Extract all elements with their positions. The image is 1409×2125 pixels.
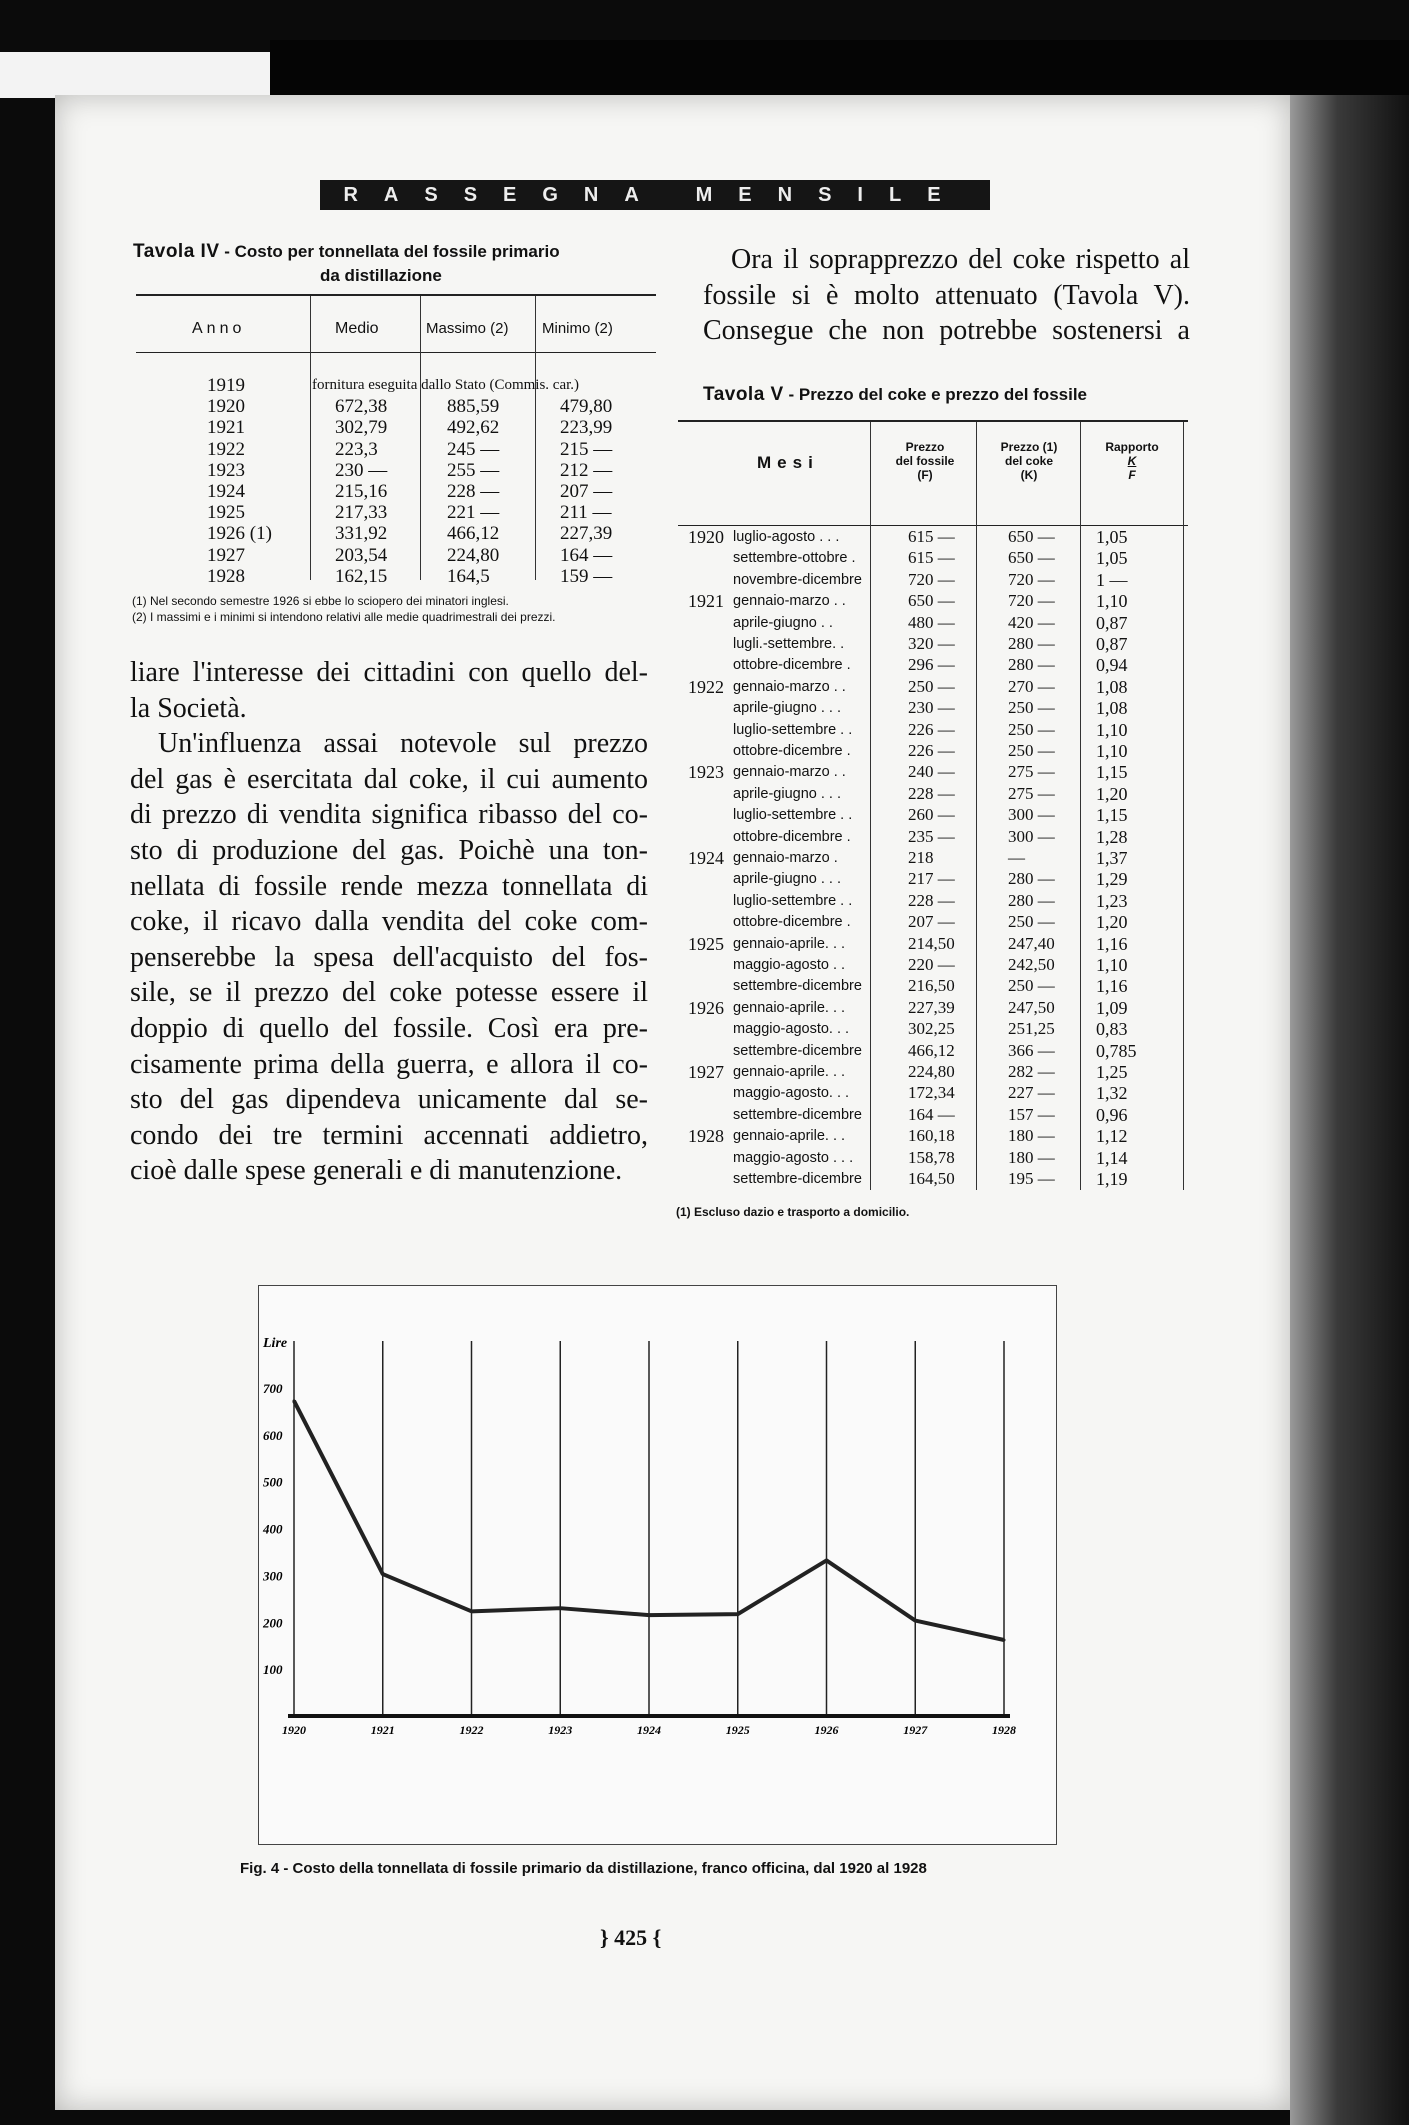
table4-cell-medio: 162,15 bbox=[335, 565, 388, 587]
table5-cell-rapporto: 1,15 bbox=[1096, 805, 1128, 826]
table4-cell-minimo: 207 — bbox=[560, 481, 613, 502]
page-number: } 425 { bbox=[600, 1925, 662, 1950]
table5-col-fossile bbox=[880, 440, 970, 482]
table5-cell-coke: 195 — bbox=[1008, 1169, 1055, 1188]
table5-cell-year: 1924 bbox=[688, 848, 724, 868]
right-text-line: Consegue che non potrebbe sostenersi a bbox=[703, 315, 1190, 347]
line-chart bbox=[259, 1286, 1056, 1844]
table5-cell-year: 1920 bbox=[688, 527, 724, 547]
figure-frame bbox=[258, 1285, 1057, 1845]
table5-cell-coke: 280 — bbox=[1008, 655, 1055, 675]
table4-title bbox=[133, 240, 560, 264]
table5-col-fossile-l2: del fossile bbox=[895, 454, 955, 468]
table5-cell-period: aprile-giugno . . . bbox=[733, 785, 842, 802]
table5-cell-period: settembre-dicembre bbox=[733, 978, 862, 995]
table5-cell-coke: 420 — bbox=[1008, 612, 1055, 632]
table5-cell-period: novembre-dicembre bbox=[733, 571, 862, 588]
table5-cell-fossile: 615 — bbox=[908, 527, 955, 546]
table4-cell-medio: 203,54 bbox=[335, 544, 388, 566]
table5-title-rest: - Prezzo del coke e prezzo del fossile bbox=[788, 385, 1088, 404]
running-header: RASSEGNA MENSILE bbox=[320, 180, 990, 210]
table5-cell-coke: 180 — bbox=[1008, 1126, 1055, 1146]
table4-note-1919: fornitura eseguita dallo Stato (Commis. car.) bbox=[312, 377, 580, 393]
table5-cell-period: ottobre-dicembre . bbox=[733, 828, 851, 845]
table5-col-coke bbox=[984, 440, 1074, 482]
table5-cell-coke: 720 — bbox=[1008, 591, 1055, 611]
chart-data-point bbox=[559, 1607, 562, 1610]
table5-cell-rapporto: 1,05 bbox=[1096, 548, 1128, 569]
table5-cell-coke: 157 — bbox=[1008, 1104, 1055, 1124]
chart-ytick-label: 700 bbox=[263, 1380, 283, 1396]
table5-cell-fossile: 650 — bbox=[908, 591, 955, 611]
table5-cell-rapporto: 1,28 bbox=[1096, 826, 1128, 847]
table5-rule-top bbox=[678, 420, 1188, 422]
table5-cell-coke: 300 — bbox=[1008, 805, 1055, 825]
table4-cell-anno: 1922 bbox=[207, 438, 245, 460]
chart-ylabel: Lire bbox=[263, 1336, 288, 1351]
table5-cell-period: gennaio-aprile. . . bbox=[733, 935, 846, 952]
chart-data-point bbox=[736, 1613, 739, 1616]
table4-cell-massimo: 224,80 bbox=[447, 544, 500, 566]
table5-cell-period: aprile-giugno . . bbox=[733, 614, 833, 631]
table4-cell-medio: 215,16 bbox=[335, 481, 388, 502]
left-text-line: di prezzo di vendita significa ribasso del co- bbox=[130, 799, 648, 831]
chart-data-point bbox=[470, 1610, 473, 1613]
table5-cell-year: 1926 bbox=[688, 997, 724, 1018]
left-text-line: liare l'interesse dei cittadini con quello del- bbox=[130, 657, 648, 688]
table5-cell-rapporto: 0,87 bbox=[1096, 612, 1128, 633]
table5-cell-period: ottobre-dicembre . bbox=[733, 657, 851, 674]
table5-cell-coke: 247,50 bbox=[1008, 997, 1055, 1017]
left-text-line: coke, il ricavo dalla vendita del coke com- bbox=[130, 906, 648, 938]
table5-footnote: (1) Escluso dazio e trasporto a domicilio. bbox=[676, 1205, 910, 1219]
table5-cell-coke: 280 — bbox=[1008, 869, 1055, 889]
table4-cell-minimo: 164 — bbox=[560, 544, 613, 566]
table5-cell-fossile: 224,80 bbox=[908, 1062, 955, 1081]
left-text-line: Un'influenza assai notevole sul prezzo bbox=[158, 728, 648, 760]
table5-col-rapporto bbox=[1086, 440, 1178, 482]
table5-cell-fossile: 320 — bbox=[908, 634, 955, 653]
table4-cell-massimo: 228 — bbox=[447, 481, 500, 502]
left-text-line: condo dei tre termini accennati addietro, bbox=[130, 1119, 648, 1151]
chart-data-point bbox=[914, 1619, 917, 1622]
table5-cell-fossile: 240 — bbox=[908, 762, 955, 782]
chart-xtick-label: 1925 bbox=[725, 1723, 750, 1737]
table5-cell-year: 1925 bbox=[688, 933, 724, 954]
table4-col-medio: Medio bbox=[335, 320, 379, 337]
chart-xtick-label: 1924 bbox=[637, 1723, 661, 1737]
table5-cell-period: luglio-settembre . . bbox=[733, 892, 853, 909]
table5-cell-rapporto: 1,20 bbox=[1096, 783, 1128, 804]
table5-cell-rapporto: 1,16 bbox=[1096, 933, 1128, 954]
table5-cell-rapporto: 1,09 bbox=[1096, 997, 1128, 1018]
table5-cell-fossile: 220 — bbox=[908, 955, 955, 974]
table4-cell-minimo: 479,80 bbox=[560, 396, 613, 418]
left-text-line: sile, se il prezzo del coke potesse essere il bbox=[130, 977, 648, 1009]
table5-cell-coke: 275 — bbox=[1008, 762, 1055, 782]
table5-cell-rapporto: 1 — bbox=[1096, 569, 1128, 590]
table5-cell-period: lugli.-settembre. . bbox=[733, 636, 845, 652]
table5-cell-fossile: 217 — bbox=[908, 869, 955, 889]
table5-cell-period: gennaio-marzo . . bbox=[733, 678, 846, 695]
table5-cell-rapporto: 1,19 bbox=[1096, 1169, 1128, 1189]
table5-cell-fossile: 216,50 bbox=[908, 976, 955, 996]
table5-cell-fossile: 158,78 bbox=[908, 1147, 955, 1167]
table5-cell-year: 1922 bbox=[688, 676, 724, 697]
table4-cell-minimo: 159 — bbox=[560, 565, 613, 587]
table5-cell-coke: 650 — bbox=[1008, 548, 1055, 568]
table5-cell-coke: 251,25 bbox=[1008, 1019, 1055, 1039]
table5-cell-period: maggio-agosto . . bbox=[733, 957, 846, 973]
table5-cell-rapporto: 0,785 bbox=[1096, 1040, 1137, 1061]
table5-cell-fossile: 164 — bbox=[908, 1104, 955, 1124]
table5-cell-fossile: 480 — bbox=[908, 612, 955, 632]
right-body-text bbox=[703, 242, 1190, 349]
table5-cell-fossile: 260 — bbox=[908, 805, 955, 825]
table5-cell-year: 1921 bbox=[688, 591, 724, 612]
table4-cell-medio: 331,92 bbox=[335, 523, 388, 545]
chart-ytick-label: 200 bbox=[263, 1615, 283, 1631]
table4-cell-minimo: 227,39 bbox=[560, 523, 613, 545]
table5-cell-period: luglio-settembre . . bbox=[733, 721, 853, 738]
table5-cell-coke: 227 — bbox=[1008, 1083, 1055, 1103]
table5-cell-rapporto: 1,10 bbox=[1096, 741, 1128, 761]
table5-cell-fossile: 214,50 bbox=[908, 933, 955, 953]
book-edge bbox=[1290, 95, 1409, 2125]
table5-vrule-2 bbox=[976, 422, 977, 1190]
table4-cell-medio: 223,3 bbox=[335, 438, 378, 460]
table4-cell-massimo: 255 — bbox=[447, 459, 500, 481]
table5-cell-fossile: 164,50 bbox=[908, 1169, 955, 1188]
table4-cell-anno: 1924 bbox=[207, 481, 245, 502]
table5-vrule-1 bbox=[870, 422, 871, 1190]
table5-cell-rapporto: 1,25 bbox=[1096, 1062, 1128, 1082]
chart-xtick-label: 1928 bbox=[992, 1723, 1016, 1737]
table5-col-mesi: Mesi bbox=[757, 453, 819, 472]
table5-col-rapporto-l2: K bbox=[1127, 454, 1137, 468]
table5-cell-rapporto: 1,23 bbox=[1096, 890, 1128, 911]
table5-cell-period: gennaio-marzo . . bbox=[733, 593, 846, 610]
table5-cell-rapporto: 0,83 bbox=[1096, 1019, 1128, 1040]
table5-cell-coke: 275 — bbox=[1008, 783, 1055, 803]
table5-cell-rapporto: 1,08 bbox=[1096, 676, 1128, 697]
table5-cell-coke: 250 — bbox=[1008, 698, 1055, 718]
table4-cell-anno: 1925 bbox=[207, 502, 245, 524]
table5-rule-header bbox=[678, 525, 1188, 526]
table5-cell-coke: 242,50 bbox=[1008, 955, 1055, 974]
left-text-line: doppio di quello del fossile. Così era pre- bbox=[130, 1012, 648, 1044]
table4-footnote-1: (1) Nel secondo semestre 1926 si ebbe lo sciopero dei minatori inglesi. bbox=[132, 594, 509, 608]
figure-caption: Fig. 4 - Costo della tonnellata di fossile primario da distillazione, franco officina, dal 1920 al 1928 bbox=[240, 1860, 927, 1877]
table5-col-coke-l1: Prezzo (1) bbox=[1000, 440, 1058, 454]
table5-title-lead: Tavola V bbox=[703, 384, 784, 405]
table5-cell-fossile: 228 — bbox=[908, 890, 955, 910]
table5-cell-rapporto: 1,05 bbox=[1096, 527, 1128, 547]
table5-cell-coke: 720 — bbox=[1008, 569, 1055, 589]
table4-cell-massimo: 466,12 bbox=[447, 523, 500, 545]
table5-cell-rapporto: 1,32 bbox=[1096, 1083, 1128, 1104]
table5-col-fossile-l1: Prezzo bbox=[905, 440, 945, 454]
table5-cell-rapporto: 1,08 bbox=[1096, 698, 1128, 719]
table5-cell-coke: 270 — bbox=[1008, 676, 1055, 696]
chart-xtick-label: 1922 bbox=[459, 1723, 484, 1737]
chart-xtick-label: 1921 bbox=[370, 1723, 395, 1737]
table4-cell-medio: 230 — bbox=[335, 459, 388, 481]
table5-cell-fossile: 230 — bbox=[908, 698, 955, 718]
left-body-text bbox=[130, 655, 648, 1189]
table5-cell-rapporto: 1,15 bbox=[1096, 762, 1128, 783]
table5-cell-coke: 280 — bbox=[1008, 634, 1055, 653]
table5-cell-period: gennaio-aprile. . . bbox=[733, 1128, 846, 1145]
table5-vrule-3 bbox=[1080, 422, 1081, 1190]
table5-cell-year: 1927 bbox=[688, 1062, 724, 1082]
chart-ytick-label: 100 bbox=[263, 1662, 283, 1678]
table4-cell-anno: 1919 bbox=[207, 375, 245, 396]
table5-cell-coke: 280 — bbox=[1008, 890, 1055, 910]
table5-col-fossile-l3: (F) bbox=[917, 468, 933, 482]
table5-title bbox=[703, 383, 1087, 407]
table5-cell-period: settembre-ottobre . bbox=[733, 550, 856, 567]
table4-cell-anno: 1928 bbox=[207, 565, 245, 587]
table5-cell-period: maggio-agosto. . . bbox=[733, 1085, 850, 1102]
table4-cell-anno: 1926 (1) bbox=[207, 523, 272, 545]
table5-cell-rapporto: 1,12 bbox=[1096, 1126, 1128, 1147]
table5-cell-coke: 250 — bbox=[1008, 912, 1055, 932]
chart-ytick-label: 400 bbox=[263, 1521, 283, 1537]
table5-cell-fossile: 227,39 bbox=[908, 997, 955, 1017]
chart-xtick-label: 1927 bbox=[903, 1723, 928, 1737]
table5-cell-fossile: 235 — bbox=[908, 826, 955, 846]
table5-cell-period: gennaio-marzo . bbox=[733, 850, 838, 866]
table5-cell-fossile: 160,18 bbox=[908, 1126, 955, 1146]
table5-cell-fossile: 207 — bbox=[908, 912, 955, 932]
left-text-line: penserebbe la spesa dell'acquisto del fos- bbox=[130, 941, 648, 973]
chart-data-point bbox=[1003, 1638, 1006, 1641]
table5-cell-coke: 250 — bbox=[1008, 719, 1055, 739]
table5-cell-rapporto: 0,94 bbox=[1096, 655, 1128, 676]
table4-col-anno: Anno bbox=[192, 320, 246, 337]
table5-cell-fossile: 172,34 bbox=[908, 1083, 955, 1103]
table5-cell-period: aprile-giugno . . . bbox=[733, 700, 842, 717]
table5-cell-coke: 282 — bbox=[1008, 1062, 1055, 1081]
table5-cell-fossile: 226 — bbox=[908, 719, 955, 739]
table5-col-rapporto-l1: Rapporto bbox=[1105, 440, 1159, 454]
table4-cell-medio: 302,79 bbox=[335, 417, 388, 439]
table5-cell-period: luglio-agosto . . . bbox=[733, 529, 840, 545]
table5-cell-coke: — bbox=[1008, 848, 1025, 867]
table5-cell-period: aprile-giugno . . . bbox=[733, 871, 842, 888]
table5-cell-year: 1928 bbox=[688, 1126, 724, 1147]
chart-data-point bbox=[293, 1399, 296, 1402]
table5-cell-fossile: 720 — bbox=[908, 569, 955, 589]
table4-col-minimo: Minimo (2) bbox=[542, 320, 613, 337]
table5-cell-fossile: 250 — bbox=[908, 676, 955, 696]
table4-cell-minimo: 223,99 bbox=[560, 417, 613, 439]
table4-vrule-3 bbox=[535, 296, 536, 580]
table4-title-line2: da distillazione bbox=[320, 266, 442, 285]
table5-cell-period: settembre-dicembre bbox=[733, 1106, 862, 1123]
table5-cell-period: gennaio-aprile. . . bbox=[733, 1064, 846, 1080]
table5-cell-fossile: 226 — bbox=[908, 741, 955, 760]
chart-data-point bbox=[648, 1614, 651, 1617]
table5-col-rapporto-l3: F bbox=[1128, 468, 1136, 482]
table4-cell-anno: 1920 bbox=[207, 396, 245, 418]
table4-rule-header bbox=[136, 352, 656, 353]
table4-cell-minimo: 212 — bbox=[560, 459, 613, 481]
table5-cell-rapporto: 1,20 bbox=[1096, 912, 1128, 933]
table5-cell-year: 1923 bbox=[688, 762, 724, 783]
table5-cell-fossile: 228 — bbox=[908, 783, 955, 803]
table5-cell-period: maggio-agosto . . . bbox=[733, 1149, 854, 1166]
table5-cell-fossile: 302,25 bbox=[908, 1019, 955, 1039]
table4-cell-massimo: 492,62 bbox=[447, 417, 500, 439]
table5-cell-coke: 247,40 bbox=[1008, 933, 1055, 953]
table4-cell-anno: 1921 bbox=[207, 417, 245, 439]
table5-cell-period: settembre-dicembre bbox=[733, 1171, 862, 1187]
table5-cell-period: luglio-settembre . . bbox=[733, 807, 853, 824]
left-text-line: sto del gas dipendeva unicamente dal se- bbox=[130, 1084, 648, 1116]
table5-cell-coke: 366 — bbox=[1008, 1040, 1055, 1060]
table5-cell-period: maggio-agosto. . . bbox=[733, 1021, 850, 1038]
right-text-line: Ora il soprapprezzo del coke rispetto al bbox=[731, 244, 1190, 275]
chart-ytick-label: 300 bbox=[263, 1568, 283, 1584]
table5-cell-coke: 250 — bbox=[1008, 741, 1055, 760]
page-number-value: 425 bbox=[614, 1925, 648, 1950]
table4-title-lead: Tavola IV bbox=[133, 241, 220, 262]
chart-xtick-label: 1926 bbox=[814, 1723, 839, 1737]
table5-cell-period: ottobre-dicembre . bbox=[733, 743, 851, 759]
table5-cell-rapporto: 1,10 bbox=[1096, 591, 1128, 612]
table4-vrule-2 bbox=[420, 296, 421, 580]
chart-xtick-label: 1920 bbox=[282, 1723, 306, 1737]
left-text-line: cioè dalle spese generali e di manutenzione. bbox=[130, 1155, 623, 1187]
left-text-line: la Società. bbox=[130, 692, 247, 724]
table4-cell-medio: 217,33 bbox=[335, 502, 388, 524]
table5-cell-coke: 300 — bbox=[1008, 826, 1055, 846]
chart-ytick-label: 600 bbox=[263, 1427, 283, 1443]
table5-vrule-4 bbox=[1183, 422, 1184, 1190]
table5-cell-fossile: 615 — bbox=[908, 548, 955, 568]
table5-cell-rapporto: 0,96 bbox=[1096, 1104, 1128, 1125]
table4-footnote-2: (2) I massimi e i minimi si intendono relativi alle medie quadrimestrali dei prezzi. bbox=[132, 610, 556, 624]
table5-col-coke-l2: del coke bbox=[1004, 454, 1054, 468]
table4-cell-minimo: 211 — bbox=[560, 502, 612, 524]
table5-cell-rapporto: 1,14 bbox=[1096, 1147, 1128, 1168]
table4-cell-massimo: 885,59 bbox=[447, 396, 500, 418]
table4-cell-anno: 1927 bbox=[207, 544, 245, 566]
table4-rule-top bbox=[136, 294, 656, 296]
table4-cell-minimo: 215 — bbox=[560, 438, 613, 460]
table4-cell-massimo: 245 — bbox=[447, 438, 500, 460]
left-text-line: nellata di fossile rende mezza tonnellata di bbox=[130, 870, 648, 902]
table4-cell-massimo: 221 — bbox=[447, 502, 500, 524]
tape-strip bbox=[0, 52, 270, 98]
right-text-line: fossile si è molto attenuato (Tavola V). bbox=[703, 279, 1190, 311]
table5-cell-rapporto: 1,16 bbox=[1096, 976, 1128, 997]
chart-data-point bbox=[381, 1573, 384, 1576]
table5-col-coke-l3: (K) bbox=[1020, 468, 1038, 482]
table5-cell-rapporto: 1,29 bbox=[1096, 869, 1128, 890]
table5-cell-coke: 250 — bbox=[1008, 976, 1055, 996]
left-text-line: cisamente prima della guerra, e allora il co- bbox=[130, 1048, 648, 1080]
table5-cell-fossile: 466,12 bbox=[908, 1040, 955, 1060]
table5-cell-rapporto: 0,87 bbox=[1096, 634, 1128, 654]
table5-cell-period: ottobre-dicembre . bbox=[733, 914, 851, 931]
table5-cell-fossile: 218 bbox=[908, 848, 934, 867]
table5-cell-rapporto: 1,10 bbox=[1096, 955, 1128, 975]
table5-cell-period: settembre-dicembre bbox=[733, 1042, 862, 1059]
left-text-line: del gas è esercitata dal coke, il cui aumento bbox=[130, 763, 648, 795]
chart-ytick-label: 500 bbox=[263, 1474, 283, 1490]
table4-title-rest: - Costo per tonnellata del fossile primario bbox=[224, 242, 560, 261]
table5-cell-rapporto: 1,10 bbox=[1096, 719, 1128, 740]
left-text-line: sto di produzione del gas. Poichè una ton- bbox=[130, 834, 648, 866]
table4-col-massimo: Massimo (2) bbox=[426, 320, 509, 337]
table5-cell-fossile: 296 — bbox=[908, 655, 955, 675]
table5-cell-period: gennaio-marzo . . bbox=[733, 764, 846, 781]
chart-data-point bbox=[825, 1559, 828, 1562]
table5-cell-period: gennaio-aprile. . . bbox=[733, 999, 846, 1016]
table5-cell-rapporto: 1,37 bbox=[1096, 848, 1128, 868]
table4-vrule-1 bbox=[310, 296, 311, 580]
table4-cell-medio: 672,38 bbox=[335, 396, 388, 418]
table5-cell-coke: 650 — bbox=[1008, 527, 1055, 546]
chart-xtick-label: 1923 bbox=[548, 1723, 573, 1737]
table5-cell-coke: 180 — bbox=[1008, 1147, 1055, 1167]
table4-cell-massimo: 164,5 bbox=[447, 565, 490, 587]
table4-cell-anno: 1923 bbox=[207, 459, 245, 481]
